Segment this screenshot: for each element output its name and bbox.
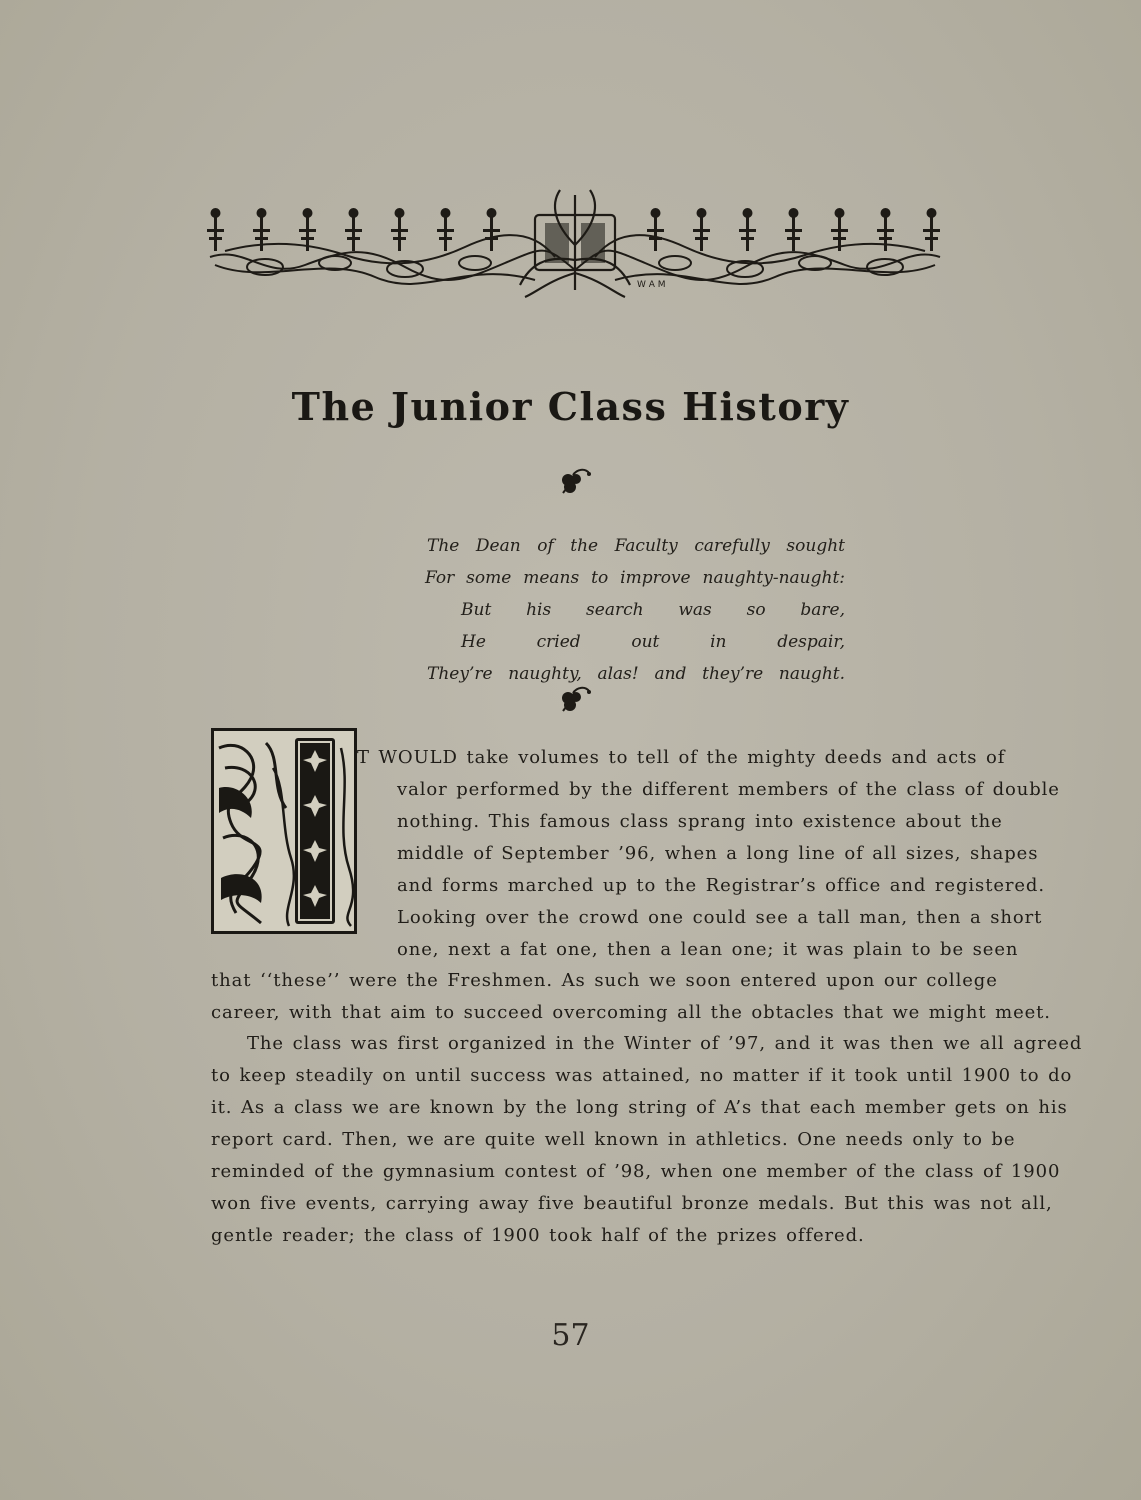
poem-line: They’re naughty, alas! and they’re naught. [427,664,845,684]
text-line: middle of September ’96, when a long line of all sizes, shapes [397,843,1039,864]
text-line: one, next a fat one, then a lean one; it was plain to be seen [397,939,1019,960]
text-line: report card. Then, we are quite well known in athletics. One needs only to be [211,1129,1016,1150]
text-line: it. As a class we are known by the long string of A’s that each member gets on his [211,1097,1068,1118]
poem-line: But his search was so bare, [461,600,845,620]
text-line: to keep steadily on until success was attained, no matter if it took until 1900 to do [211,1065,1073,1086]
text-line: T WOULD take volumes to tell of the mighty deeds and acts of [357,747,1006,768]
epigraph-poem [425,530,845,690]
poem-line: He cried out in despair, [461,632,845,652]
body-paragraph [357,742,1006,774]
text-line: that ‘‘these’’ were the Freshmen. As such we soon entered upon our college [211,970,998,991]
page-number: 57 [551,1318,590,1353]
body-paragraph [211,1028,1083,1252]
text-line: Looking over the crowd one could see a tall man, then a short [397,907,1043,928]
text-line: nothing. This famous class sprang into existence about the [397,811,1003,832]
floral-banner-ornament [205,185,945,300]
text-line: won five events, carrying away five beautiful bronze medals. But this was not all, [211,1193,1053,1214]
body-paragraph [211,965,1051,1029]
ivy-leaf-icon [559,465,593,495]
text-line: and forms marched up to the Registrar’s office and registered. [397,875,1045,896]
ivy-leaf-icon [559,683,593,713]
text-line: reminded of the gymnasium contest of ’98, when one member of the class of 1900 [211,1161,1061,1182]
header-signature: W A M [637,280,666,290]
poem-line: The Dean of the Faculty carefully sought [427,536,845,556]
body-paragraph [397,774,1060,966]
page-title: The Junior Class History [291,384,850,429]
text-line: The class was first organized in the Winter of ’97, and it was then we all agreed [247,1033,1083,1054]
text-line: gentle reader; the class of 1900 took half of the prizes offered. [211,1225,865,1246]
text-line: career, with that aim to succeed overcoming all the obtacles that we might meet. [211,1002,1051,1023]
text-line: valor performed by the different members of the class of double [397,779,1060,800]
poem-line: For some means to improve naughty-naught: [425,568,845,588]
illuminated-initial-i [211,728,357,934]
